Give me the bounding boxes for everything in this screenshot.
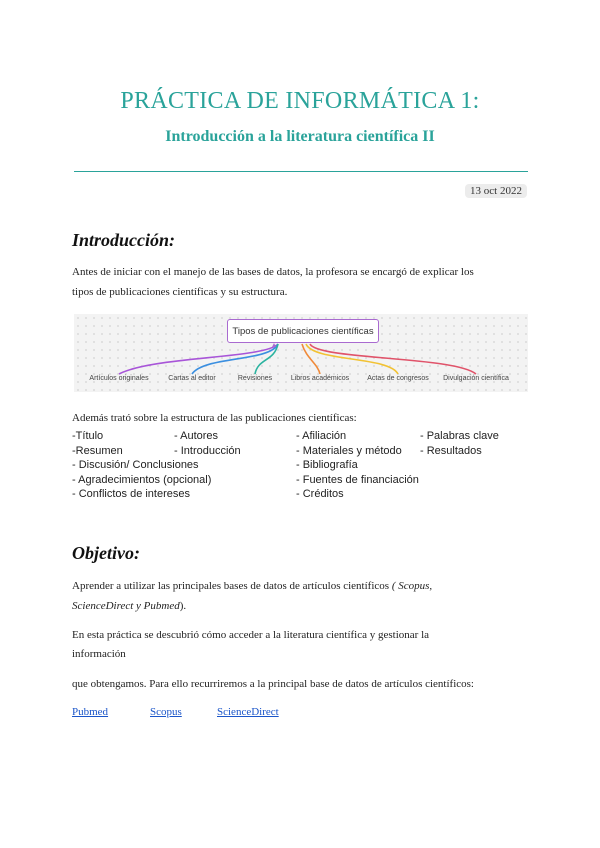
objective-p1-italic: ( Scopus,: [391, 580, 433, 592]
connector-cartas: [192, 344, 278, 374]
objective-p1-line2: [72, 596, 532, 616]
structure-item: - Conflictos de intereses: [72, 488, 190, 500]
link-pubmed[interactable]: Pubmed: [72, 706, 109, 718]
objective-p1-line1: [72, 576, 532, 596]
structure-item: - Autores: [174, 430, 219, 442]
structure-intro: Además trató sobre la estructura de las publicaciones científicas:: [72, 412, 357, 424]
objective-heading: Objetivo:: [72, 543, 140, 563]
link-scopus[interactable]: Scopus: [150, 706, 182, 718]
structure-item: - Agradecimientos (opcional): [72, 474, 212, 486]
objective-p1-prefix: Aprender a utilizar las principales bases de datos de artículos científicos: [72, 580, 390, 592]
structure-item: - Discusión/ Conclusiones: [72, 459, 199, 471]
title-divider: [74, 171, 528, 172]
structure-item: - Palabras clave: [420, 430, 499, 442]
mindmap-leaf-revisiones: Revisiones: [237, 375, 273, 382]
intro-paragraph-line2: tipos de publicaciones científicas y su estructura.: [72, 286, 288, 298]
structure-item: - Introducción: [174, 445, 241, 457]
objective-p1-line2-italic: ScienceDirect y Pubmed: [72, 600, 180, 612]
intro-heading: Introducción:: [72, 230, 176, 250]
intro-paragraph-line1: Antes de iniciar con el manejo de las bases de datos, la profesora se encargó de explicar los: [72, 266, 474, 278]
connector-actas: [306, 344, 398, 374]
mindmap-root-node: Tipos de publicaciones científicas: [227, 319, 379, 343]
structure-item: -Título: [72, 430, 104, 442]
structure-item: -Resumen: [72, 445, 123, 457]
page-subtitle: Introducción a la literatura científica II: [165, 128, 435, 145]
structure-item: - Bibliografía: [296, 459, 358, 471]
structure-item: - Fuentes de financiación: [296, 474, 419, 486]
structure-item: - Resultados: [420, 445, 482, 457]
mindmap-leaf-divulgacion: Divulgación científica: [443, 375, 509, 382]
date-badge: 13 oct 2022: [465, 184, 527, 198]
connector-articulos: [119, 344, 278, 374]
publication-types-mindmap: [74, 314, 528, 392]
structure-item: - Materiales y método: [296, 445, 402, 457]
page-title: PRÁCTICA DE INFORMÁTICA 1:: [120, 88, 480, 114]
structure-item: - Afiliación: [296, 430, 347, 442]
link-sciencedirect[interactable]: ScienceDirect: [217, 706, 279, 718]
collapse-caret-icon: [272, 343, 276, 347]
objective-p3: que obtengamos. Para ello recurriremos a la principal base de datos de artículos científicos:: [72, 678, 474, 690]
mindmap-leaf-libros: Libros académicos: [290, 375, 350, 382]
structure-item: - Créditos: [296, 488, 344, 500]
mindmap-leaf-articulos: Artículos originales: [89, 375, 149, 382]
objective-p1-line2-end: ).: [179, 600, 187, 612]
mindmap-leaf-cartas: Cartas al editor: [168, 375, 216, 382]
objective-p2-line2: información: [72, 648, 126, 660]
objective-p2-line1: En esta práctica se descubrió cómo acceder a la literatura científica y gestionar la: [72, 629, 430, 641]
mindmap-leaf-actas: Actas de congresos: [367, 375, 429, 382]
